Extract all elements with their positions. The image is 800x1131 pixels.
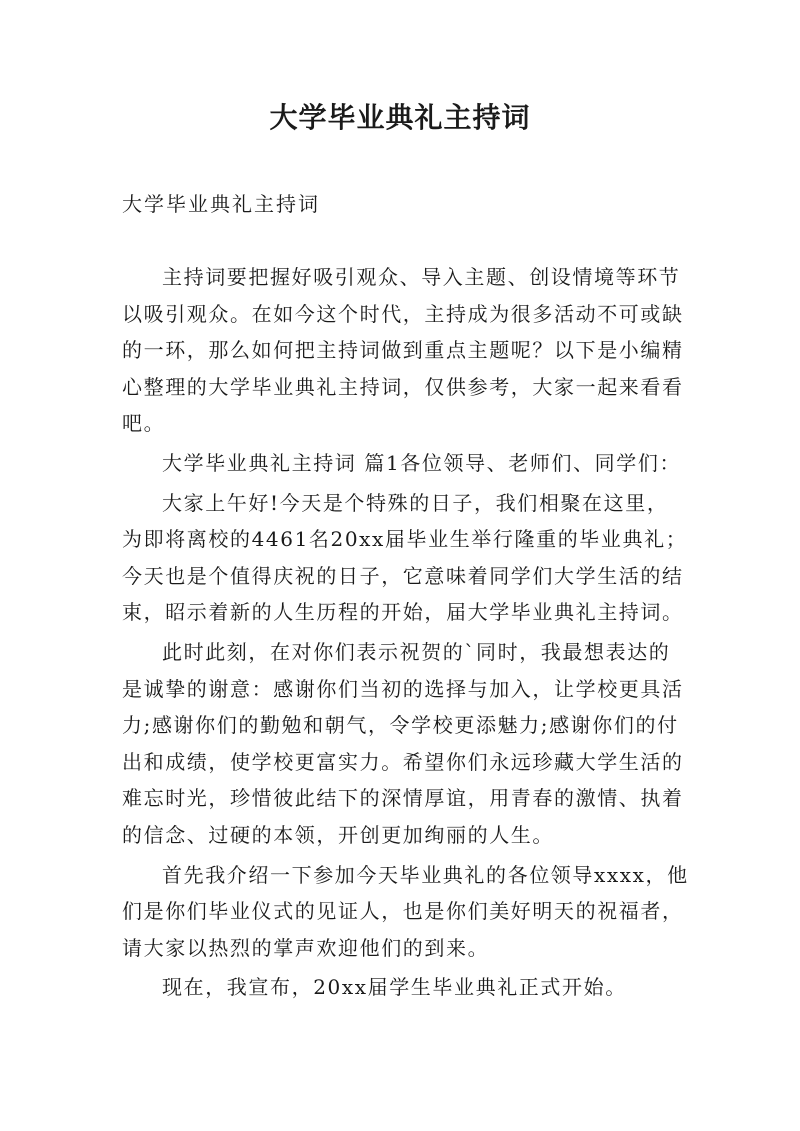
paragraph-intro: 主持词要把握好吸引观众、导入主题、创设情境等环节以吸引观众。在如今这个时代，主持成为很多活动不可或缺的一环，那么如何把主持词做到重点主题呢？以下是小编精心整理的大学毕业典礼主持词，仅供参考，大家一起来看看吧。 [122, 265, 684, 436]
document-title: 大学毕业典礼主持词 [269, 101, 531, 134]
paragraph-gratitude: 此时此刻，在对你们表示祝贺的`同时，我最想表达的是诚挚的谢意：感谢你们当初的选择与加入，让学校更具活力;感谢你们的勤勉和朝气，令学校更添魅力;感谢你们的付出和成绩，使学校更富实力。希望你们永远珍藏大学生活的难忘时光，珍惜彼此结下的深情厚谊，用青春的激情、执着的信念、过硬的本领，开创更加绚丽的人生。 [122, 639, 684, 847]
paragraph-section-heading: 大学毕业典礼主持词 篇1各位领导、老师们、同学们： [162, 450, 682, 475]
document-subtitle: 大学毕业典礼主持词 [122, 192, 320, 216]
document-body [122, 259, 690, 1009]
paragraph-greeting: 大家上午好!今天是个特殊的日子，我们相聚在这里，为即将离校的4461名20xx届毕业生举行隆重的毕业典礼；今天也是个值得庆祝的日子，它意味着同学们大学生活的结束，昭示着新的人生历程的开始，届大学毕业典礼主持词。 [122, 490, 688, 625]
paragraph-announcement: 现在，我宣布，20xx届学生毕业典礼正式开始。 [162, 975, 627, 1000]
paragraph-introduce-leaders: 首先我介绍一下参加今天毕业典礼的各位领导xxxx，他们是你们毕业仪式的见证人，也是你们美好明天的祝福者，请大家以热烈的掌声欢迎他们的到来。 [122, 862, 689, 960]
